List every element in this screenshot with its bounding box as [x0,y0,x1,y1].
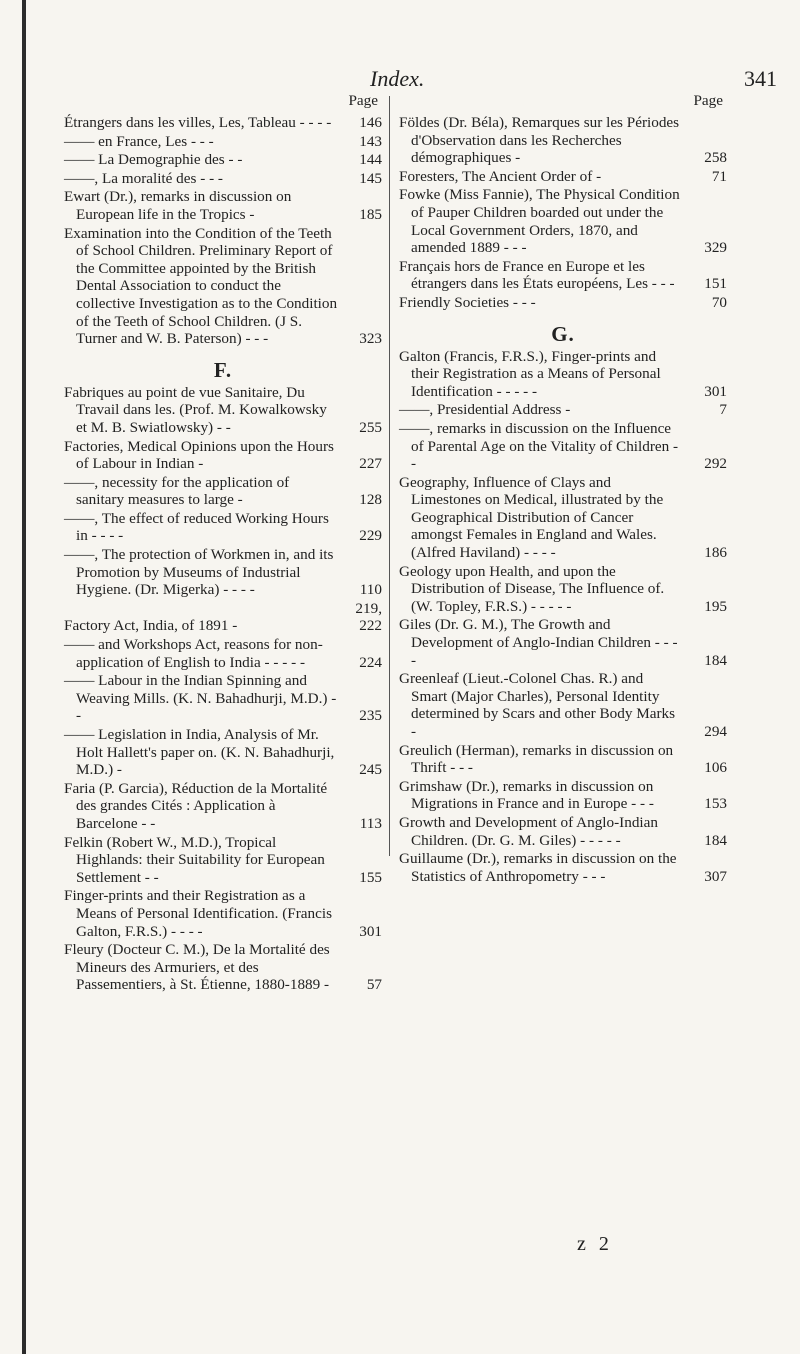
index-entry-text: —— La Demographie des - - [64,151,243,169]
index-entry-text: Guillaume (Dr.), remarks in discussion on the Statistics of Anthropometry - - - [399,850,677,885]
index-entry-page: 57 [366,976,382,994]
index-entry-page: 155 [359,868,382,886]
index-entry [399,186,727,256]
index-entry [64,188,382,223]
index-entry [399,420,727,473]
index-entry-page: 195 [704,597,727,615]
index-entry-text: Fowke (Miss Fannie), The Physical Condition of Pauper Children boarded out under the Local Government Orders, 1870, and amended 1889 - - - [399,186,680,257]
index-entry-page: 145 [359,169,382,187]
index-entry-text: Examination into the Condition of the Teeth of School Children. Preliminary Report of the Committee appointed by the British Dental Association to conduct the collective Investigation as to the Condition of the Teeth of School Children. (J S. Turner and W. B. Paterson) - - - [64,224,338,348]
index-entry [399,114,727,167]
index-entry-page: 106 [704,759,727,777]
index-entry-text: Factories, Medical Opinions upon the Hours of Labour in Indian - [64,437,334,473]
index-entry [64,636,382,671]
signature-mark: z 2 [577,1233,613,1255]
index-entry [64,225,382,348]
index-entry [399,563,727,616]
index-entry-text: —— Legislation in India, Analysis of Mr. Holt Hallett's paper on. (K. N. Bahadhurji, M.D.) - [64,726,335,779]
index-entry [64,887,382,940]
index-entry-page: 235 [359,707,382,725]
index-entry-page: 184 [704,831,727,849]
index-entry [399,258,727,293]
index-entry-text: ——, remarks in discussion on the Influence of Parental Age on the Vitality of Children - - [399,419,679,473]
index-entry-page: 258 [704,149,727,167]
right-column [399,92,727,886]
index-entry-text: ——, La moralité des - - - [64,169,223,187]
index-entry [64,114,382,132]
index-entry [64,672,382,725]
index-entry [399,474,727,562]
index-entry-text: Growth and Development of Anglo-Indian Children. (Dr. G. M. Giles) - - - - - [399,813,658,849]
index-entry-page: 143 [359,132,382,150]
index-entry-page: 146 [359,114,382,131]
index-entry-text: Geography, Influence of Clays and Limestones on Medical, illustrated by the Geographical Distribution of Cancer amongst Females in England and Wales. (Alfred Haviland) - - - - [399,473,664,562]
index-entry-text: Ewart (Dr.), remarks in discussion on European life in the Tropics - [64,188,292,223]
index-entry-text: Faria (P. Garcia), Réduction de la Mortalité des grandes Cités : Application à Barcelone - - [64,779,328,832]
index-entry-page: 323 [359,330,382,348]
index-entry [64,151,382,169]
index-entry [64,474,382,509]
index-entry-text: ——, necessity for the application of sanitary measures to large - [64,473,290,509]
index-entry-text: Étrangers dans les villes, Les, Tableau - - - - [64,114,332,131]
index-entry-page: 186 [704,544,727,562]
index-entry [64,941,382,994]
index-entry-text: Greenleaf (Lieut.-Colonel Chas. R.) and Smart (Major Charles), Personal Identity determined by Scars and other Body Marks - [399,670,676,740]
index-entry [399,814,727,849]
index-entry-page: 110 [359,581,382,599]
index-entry-page: 245 [359,761,382,779]
index-entry [64,726,382,779]
index-entry [399,850,727,885]
index-entry-text: Fabriques au point de vue Sanitaire, Du Travail dans les. (Prof. M. Kowalkowsky et M. B. Swiatlowsky) - - [64,383,327,436]
index-entry [399,401,727,419]
index-entry-page: 294 [704,723,727,740]
index-entry [399,670,727,740]
index-entry [64,384,382,437]
index-entry-page: 227 [359,455,382,473]
index-entry-text: —— and Workshops Act, reasons for non-application of English to India - - - - - [64,636,323,671]
index-entry-text: Greulich (Herman), remarks in discussion on Thrift - - - [399,741,674,777]
index-entry-text: Français hors de France en Europe et les étrangers dans les États européens, Les - - - [399,257,675,293]
index-entry-page: 229 [359,527,382,545]
index-entry-text: ——, The effect of reduced Working Hours in - - - - [64,509,329,545]
column-divider [389,96,390,856]
index-entry-page: 144 [359,151,382,169]
running-head-title: Index. [370,66,425,91]
index-entry-text: Fleury (Docteur C. M.), De la Mortalité des Mineurs des Armuriers, et des Passementiers, à St. Étienne, 1880-1889 - [64,941,330,994]
index-entry [399,168,727,186]
index-entry-text: ——, The protection of Workmen in, and its Promotion by Museums of Industrial Hygiene. (Dr. Migerka) - - - - [64,546,334,599]
index-entry [64,170,382,188]
index-entry [399,778,727,813]
index-entry [64,133,382,151]
index-entry [64,834,382,887]
index-entry-page: 184 [704,651,727,669]
index-entry-text: Friendly Societies - - - [399,293,536,311]
index-entry [399,348,727,401]
index-entry-text: Galton (Francis, F.R.S.), Finger-prints and their Registration as a Means of Personal Identification - - - - - [399,347,661,400]
index-entry-text: Finger-prints and their Registration as a Means of Personal Identification. (Francis Galton, F.R.S.) - - - - [64,887,333,940]
index-entry-text: Grimshaw (Dr.), remarks in discussion on Migrations in France and in Europe - - - [399,777,654,813]
index-entry-page: 255 [359,418,382,436]
index-entry [64,510,382,545]
index-entry-page: 301 [359,922,382,940]
index-entry-page: 307 [704,867,727,885]
index-entry-page: 151 [704,275,727,293]
index-entry-text: Foresters, The Ancient Order of - [399,167,602,185]
index-entry-page: 301 [704,382,727,400]
page-column-label: Page [693,92,723,109]
index-entry-text: ——, Presidential Address - [399,401,571,419]
index-entry [64,546,382,599]
index-entry-text: Factory Act, India, of 1891 - [64,617,238,635]
index-entry-page: 113 [359,814,382,832]
index-entry-page: 292 [704,455,727,473]
index-entry-text: —— Labour in the Indian Spinning and Weaving Mills. (K. N. Bahadhurji, M.D.) - - [64,672,337,725]
index-entry-page: 219, 222 [355,599,382,635]
index-entry-page: 70 [711,293,727,311]
index-entry [399,294,727,312]
left-entries-f [64,384,382,994]
left-column [64,92,382,995]
index-entry [64,438,382,473]
index-entry-page: 128 [359,491,382,509]
index-entry-page: 185 [359,205,382,223]
section-letter-f: F. [213,357,233,382]
right-entries-f [399,114,727,312]
index-entry-page: 153 [704,795,727,813]
page-number: 341 [744,66,777,91]
page-column-label: Page [348,92,378,109]
index-entry-text: —— en France, Les - - - [64,132,214,150]
index-entry [64,600,382,635]
index-entry-text: Geology upon Health, and upon the Distribution of Disease, The Influence of. (W. Topley, F.R.S.) - - - - - [399,562,665,615]
index-entry [399,742,727,777]
index-entry-page: 71 [711,167,727,185]
index-entry [399,616,727,669]
index-entry [64,780,382,833]
index-entry-text: Felkin (Robert W., M.D.), Tropical Highlands: their Suitability for European Settlement - - [64,833,325,886]
left-entries-e [64,114,382,348]
right-entries-g [399,348,727,886]
index-entry-text: Földes (Dr. Béla), Remarques sur les Périodes d'Observation dans les Recherches démographiques - [399,114,680,167]
index-entry-page: 329 [704,239,727,257]
index-entry-page: 224 [359,653,382,671]
section-letter-g: G. [551,321,575,346]
index-entry-text: Giles (Dr. G. M.), The Growth and Development of Anglo-Indian Children - - - - [399,616,678,669]
book-binding-edge [22,0,26,1354]
index-entry-page: 7 [719,401,727,419]
